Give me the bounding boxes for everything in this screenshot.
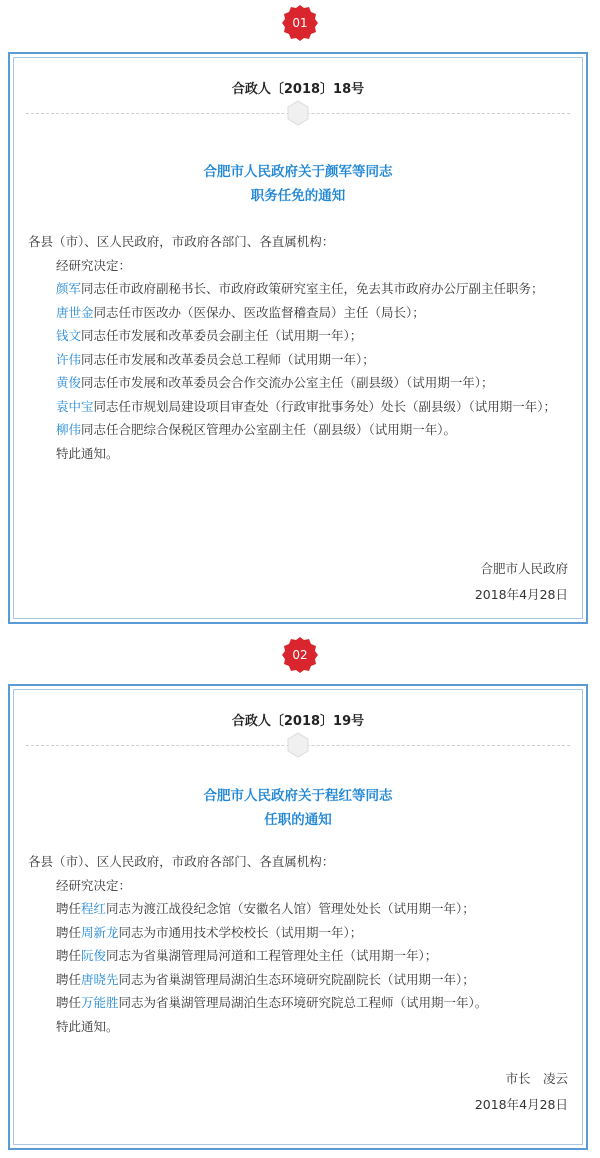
person-name: 程红 [81,901,107,916]
signer: 合肥市人民政府 [480,561,568,576]
person-name: 万能胜 [81,995,119,1010]
title-line: 职务任免的通知 [250,188,346,204]
document-number: 合政人〔2018〕19号 [231,714,365,729]
closing: 特此通知。 [56,445,119,461]
list-item: 颜军同志任市政府副秘书长、市政府政策研究室主任，免去其市政府办公厅副主任职务； [56,281,544,296]
list-item: 聘任唐晓先同志为省巢湖管理局湖泊生态环境研究院副院长（试用期一年）； [56,971,475,987]
addressee: 各县（市）、区人民政府，市政府各部门、各直属机构： [28,854,335,869]
person-name: 阮俊 [81,948,107,963]
signer: 市长 凌云 [505,1071,568,1086]
person-name: 唐晓先 [81,971,119,987]
person-name: 黄俊 [56,375,82,390]
divider [26,106,570,120]
title-line: 合肥市人民政府关于颜军等同志 [203,164,393,180]
date: 2018年4月28日 [474,587,568,602]
title-line: 合肥市人民政府关于程红等同志 [203,788,393,804]
list-item: 黄俊同志任市发展和改革委员会合作交流办公室主任（副县级）（试用期一年）； [56,375,494,390]
hexagon-icon [287,732,309,758]
notice-card [8,684,588,1150]
title-line: 任职的通知 [264,812,332,828]
list-item: 聘任程红同志为渡江战役纪念馆（安徽名人馆）管理处处长（试用期一年）； [56,901,475,916]
list-item: 聘任万能胜同志为省巢湖管理局湖泊生态环境研究院总工程师（试用期一年）。 [56,995,488,1010]
document-number: 合政人〔2018〕18号 [231,82,365,97]
badge-number: 02 [292,648,308,662]
notice-body [28,850,574,1038]
list-item: 钱文同志任市发展和改革委员会副主任（试用期一年）； [56,328,363,343]
notice-title [10,160,586,208]
person-name: 袁中宝 [56,398,94,414]
intro: 经研究决定： [56,257,132,273]
person-name: 许伟 [56,351,82,367]
signature-block [475,556,568,608]
notice-body [28,230,574,465]
addressee: 各县（市）、区人民政府，市政府各部门、各直属机构： [28,234,335,249]
list-item: 聘任周新龙同志为市通用技术学校校长（试用期一年）； [56,924,363,940]
hexagon-icon [287,100,309,126]
badge-number: 01 [292,16,308,30]
list-item: 柳伟同志任合肥综合保税区管理办公室副主任（副县级）（试用期一年）。 [56,422,457,437]
person-name: 柳伟 [56,422,82,437]
notice-title [10,784,586,832]
person-name: 唐世金 [56,304,94,320]
list-item: 许伟同志任市发展和改革委员会总工程师（试用期一年）； [56,351,375,367]
intro: 经研究决定： [56,877,132,893]
person-name: 颜军 [56,281,82,296]
list-item: 唐世金同志任市医改办（医保办、医改监督稽查局）主任（局长）； [56,304,425,320]
list-item: 聘任阮俊同志为省巢湖管理局河道和工程管理处主任（试用期一年）； [56,948,438,963]
signature-block [475,1066,568,1118]
notice-card [8,52,588,624]
list-item: 袁中宝同志任市规划局建设项目审查处（行政审批事务处）处长（副县级）（试用期一年）； [56,398,557,414]
divider [26,738,570,752]
section-badge [281,4,319,42]
closing: 特此通知。 [56,1018,119,1034]
person-name: 钱文 [56,328,82,343]
date: 2018年4月28日 [474,1097,568,1112]
person-name: 周新龙 [81,924,119,940]
section-badge [281,636,319,674]
